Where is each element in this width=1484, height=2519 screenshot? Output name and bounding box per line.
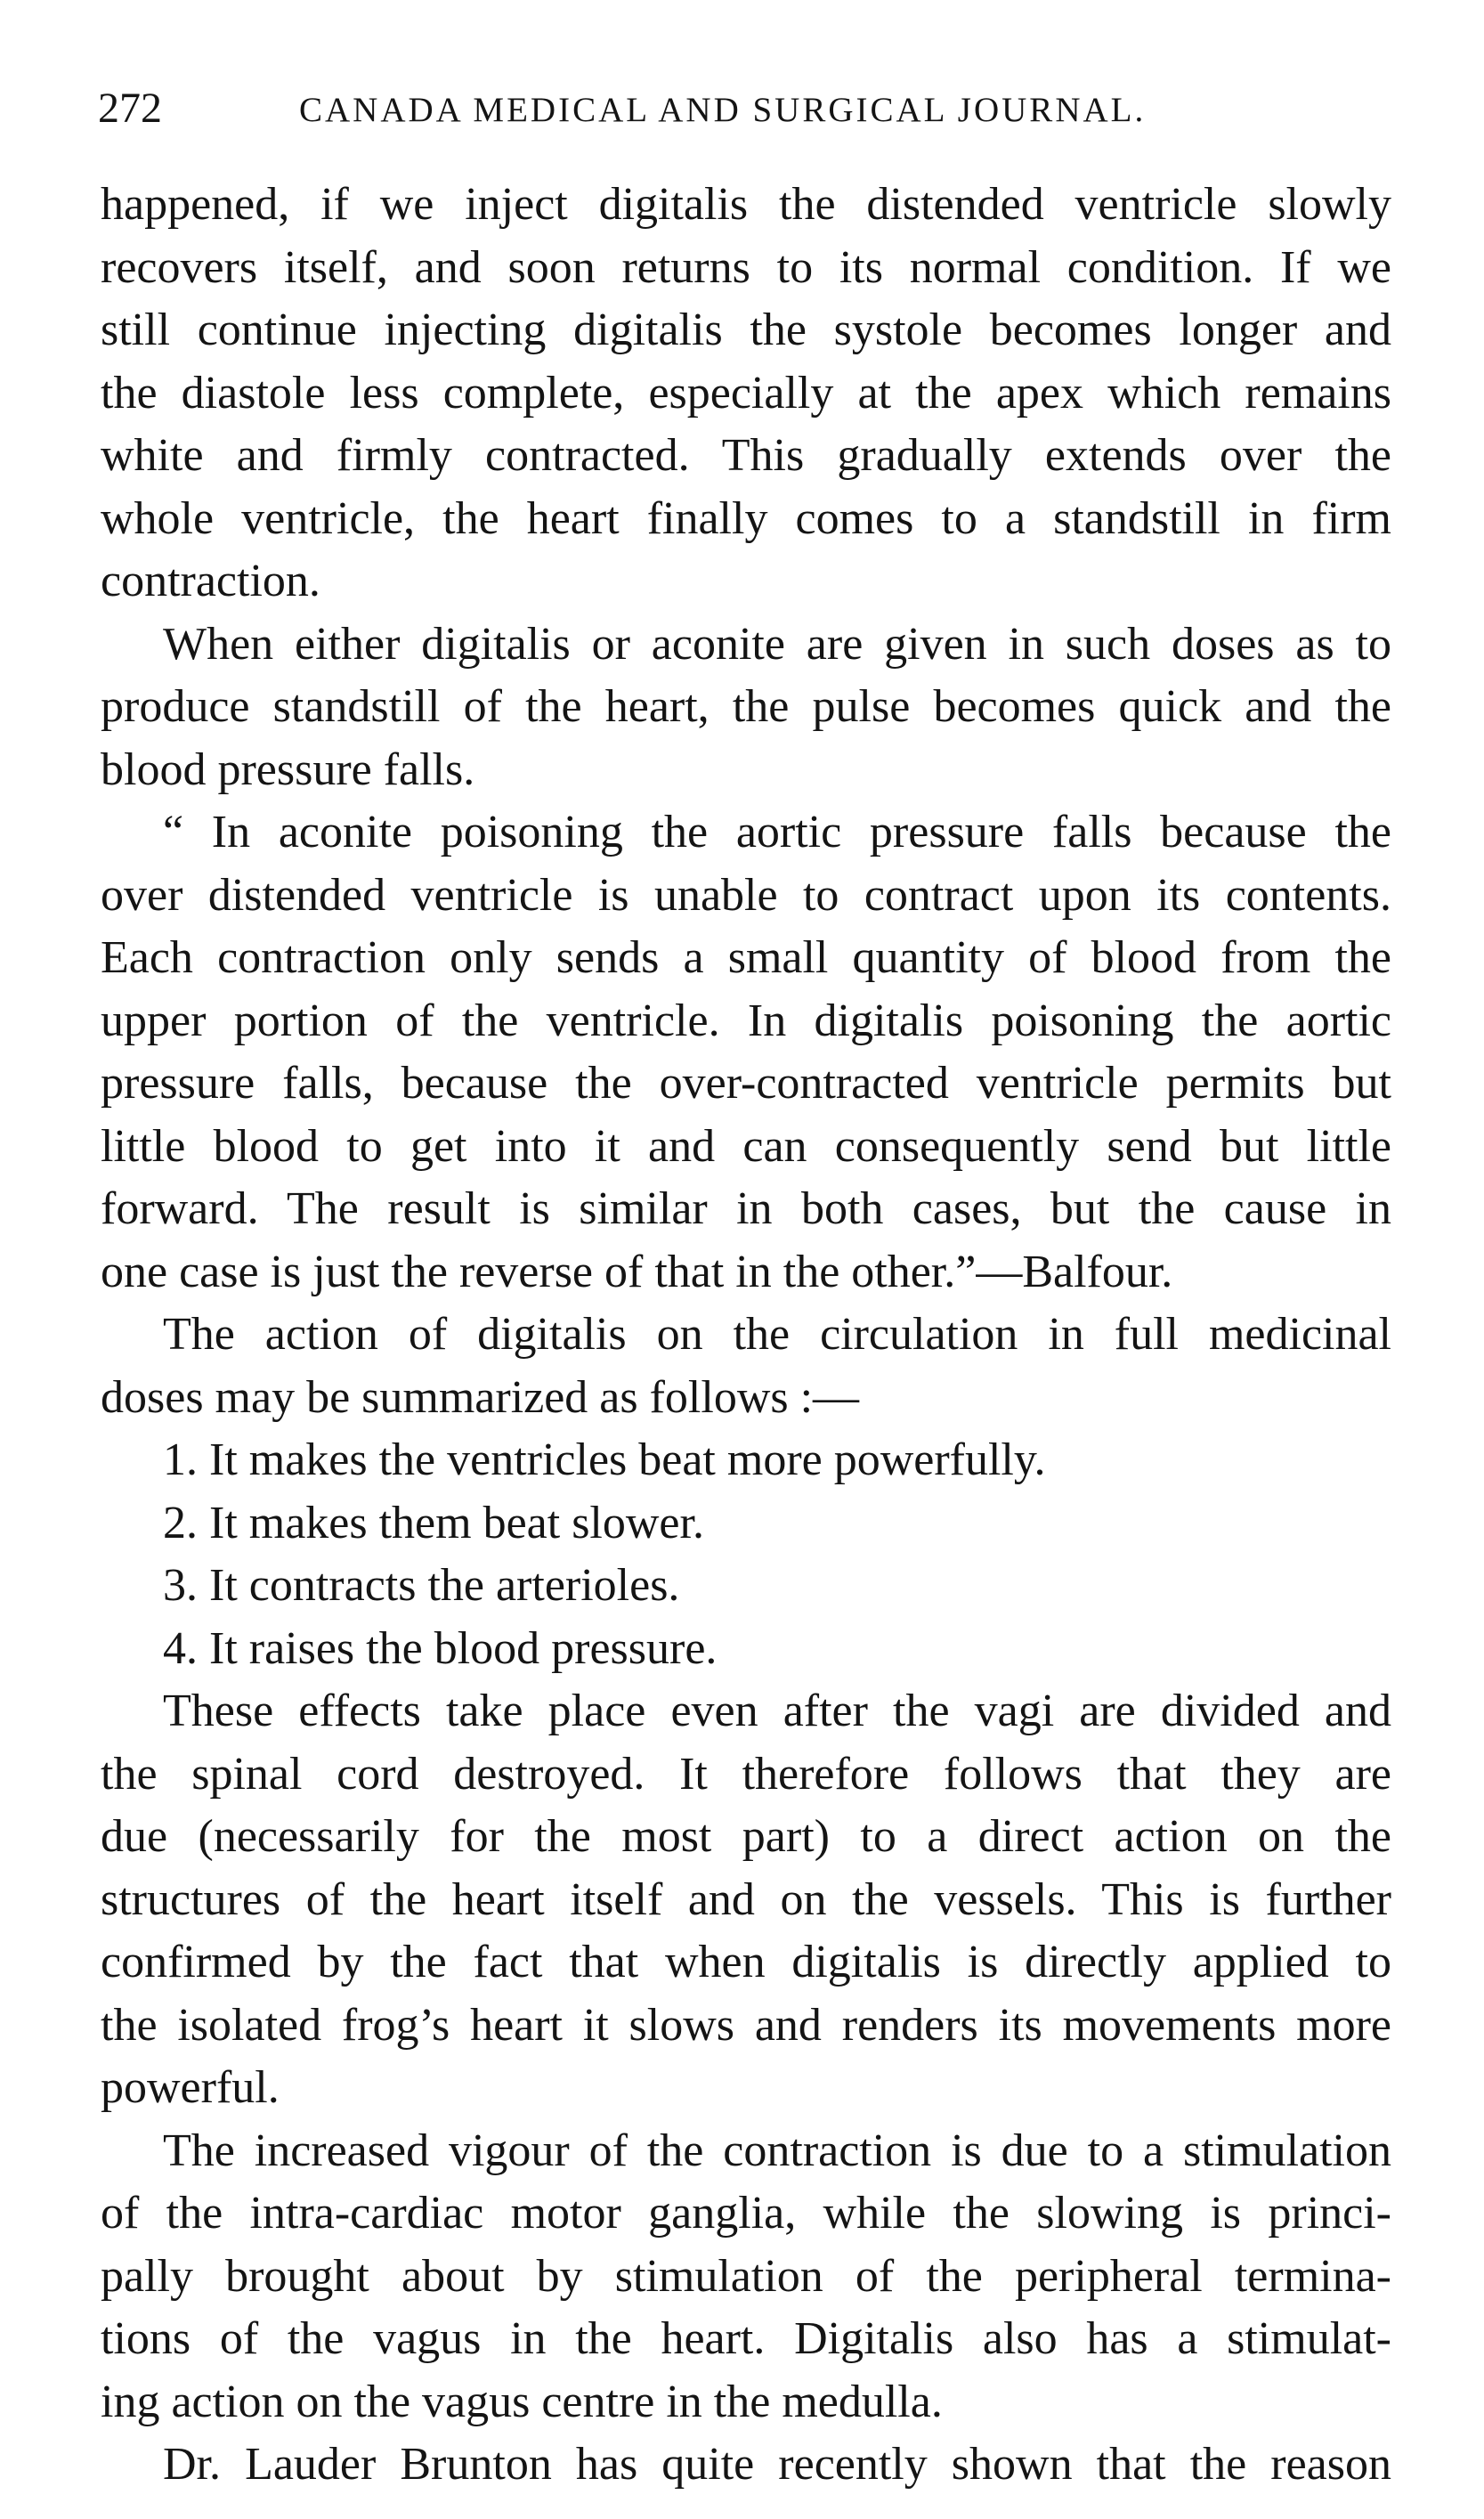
text-line: The action of digitalis on the circulation in full medicinal (163, 1309, 1391, 1360)
text-line: The increased vigour of the contraction is due to a stimulation (163, 2125, 1391, 2176)
text-line: “ In aconite poisoning the aortic pressure falls because the (163, 807, 1391, 857)
text-line: the isolated frog’s heart it slows and renders its movements more (101, 1999, 1391, 2051)
list-item: 1. It makes the ventricles beat more powerfully. (163, 1434, 1046, 1485)
list-item: 3. It contracts the arterioles. (163, 1560, 680, 1611)
text-line: forward. The result is similar in both cases, but the cause in (101, 1183, 1391, 1234)
list-item: 4. It raises the blood pressure. (163, 1622, 718, 1674)
paragraph (101, 2434, 1391, 2497)
paragraph (101, 613, 1391, 802)
text-line: one case is just the reverse of that in the other.”—Balfour. (101, 1246, 1173, 1297)
text-line: produce standstill of the heart, the pulse becomes quick and the (101, 681, 1391, 732)
numbered-list (101, 1429, 1391, 1680)
paragraph (101, 2120, 1391, 2434)
running-head (98, 82, 1398, 135)
text-line: Dr. Lauder Brunton has quite recently shown that the reason (163, 2439, 1391, 2490)
text-line: due (necessarily for the most part) to a direct action on the (101, 1811, 1391, 1862)
journal-title: CANADA MEDICAL AND SURGICAL JOURNAL. (299, 91, 1147, 129)
text-line: structures of the heart itself and on the vessels. This is further (101, 1873, 1391, 1925)
text-line: powerful. (101, 2062, 280, 2113)
text-line: the spinal cord destroyed. It therefore follows that they are (101, 1748, 1391, 1800)
text-line: Each contraction only sends a small quantity of blood from the (101, 932, 1391, 983)
text-line: These effects take place even after the vagi are divided and (163, 1686, 1391, 1736)
text-line: white and firmly contracted. This gradually extends over the (101, 430, 1391, 481)
body-text (101, 174, 1391, 2497)
text-line: whole ventricle, the heart finally comes to a standstill in firm (101, 492, 1391, 544)
text-line: contraction. (101, 556, 320, 606)
text-line: the diastole less complete, especially at the apex which remains (101, 367, 1391, 418)
text-line: doses may be summarized as follows :— (101, 1371, 860, 1423)
paragraph-continuation (101, 174, 1391, 613)
text-line: upper portion of the ventricle. In digitalis poisoning the aortic (101, 995, 1391, 1046)
text-line: of the intra-cardiac motor ganglia, while the slowing is princi- (101, 2188, 1391, 2239)
text-line: still continue injecting digitalis the systole becomes longer and (101, 305, 1391, 355)
quotation-paragraph (101, 801, 1391, 1304)
paragraph (101, 1680, 1391, 2120)
text-line: tions of the vagus in the heart. Digitalis also has a stimulat- (101, 2313, 1391, 2364)
text-line: pally brought about by stimulation of the peripheral termina- (101, 2250, 1391, 2302)
text-line: confirmed by the fact that when digitalis is directly applied to (101, 1937, 1391, 1987)
list-item: 2. It makes them beat slower. (163, 1497, 704, 1548)
text-line: pressure falls, because the over-contracted ventricle permits but (101, 1058, 1391, 1109)
text-line: ing action on the vagus centre in the medulla. (101, 2376, 943, 2427)
text-line: recovers itself, and soon returns to its normal condition. If we (101, 241, 1391, 293)
text-line: over distended ventricle is unable to contract upon its contents. (101, 869, 1391, 921)
paragraph (101, 1304, 1391, 1429)
page-number: 272 (98, 85, 162, 132)
text-line: blood pressure falls. (101, 744, 475, 795)
text-line: little blood to get into it and can consequently send but little (101, 1120, 1391, 1172)
text-line: happened, if we inject digitalis the distended ventricle slowly (101, 179, 1391, 230)
text-line: When either digitalis or aconite are given in such doses as to (163, 618, 1391, 670)
